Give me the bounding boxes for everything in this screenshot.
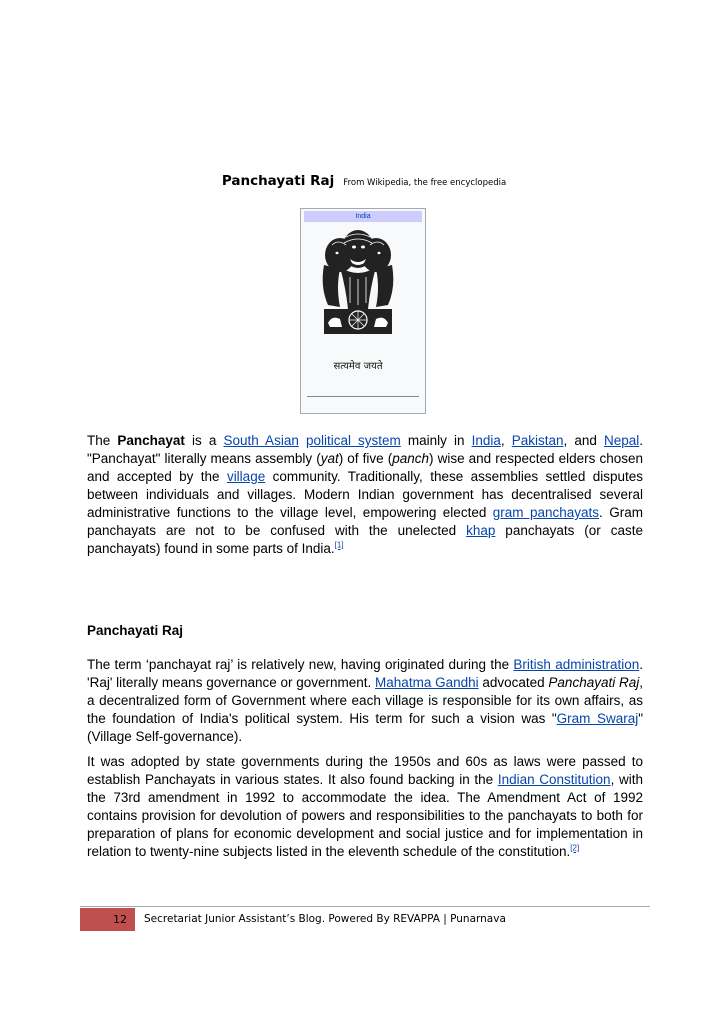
reference-link-1[interactable]: [1] bbox=[334, 540, 344, 550]
infobox-heading bbox=[304, 211, 422, 222]
link-political-system[interactable]: political system bbox=[305, 433, 401, 448]
link-british-administration[interactable]: British administration bbox=[513, 657, 640, 672]
link-gram-panchayats[interactable]: gram panchayats bbox=[492, 505, 600, 520]
emblem-of-india-image bbox=[310, 227, 406, 377]
section-heading: Panchayati Raj bbox=[87, 623, 184, 638]
link-khap[interactable]: khap bbox=[466, 523, 496, 538]
page-subtitle: From Wikipedia, the free encyclopedia bbox=[343, 178, 507, 188]
title-line bbox=[0, 170, 728, 189]
link-indian-constitution[interactable]: Indian Constitution bbox=[497, 772, 611, 787]
text-run bbox=[299, 433, 306, 448]
link-india[interactable]: India bbox=[471, 433, 501, 448]
text-run: mainly in bbox=[400, 433, 472, 448]
link-pakistan[interactable]: Pakistan bbox=[511, 433, 564, 448]
text-run: , a decentralized form of Government where each village is responsible for its own affairs, as the foundation of India's political system. His term for such a vision was " bbox=[87, 675, 643, 726]
bold-term: Panchayat bbox=[117, 433, 185, 448]
text-run: The term ‘panchayat raj’ is relatively new, having originated during the bbox=[87, 657, 514, 672]
link-village[interactable]: village bbox=[226, 469, 266, 484]
link-gram-swaraj[interactable]: Gram Swaraj bbox=[556, 711, 639, 726]
italic-term: yat bbox=[320, 451, 339, 466]
text-run: is a bbox=[184, 433, 224, 448]
link-nepal[interactable]: Nepal bbox=[603, 433, 640, 448]
reference-link-2[interactable]: [2] bbox=[570, 843, 580, 853]
text-run: " (Village Self-governance). bbox=[87, 711, 644, 744]
link-mahatma-gandhi[interactable]: Mahatma Gandhi bbox=[375, 675, 479, 690]
text-run: The bbox=[87, 433, 118, 448]
text-run: . Gram panchayats are not to be confused with the unelected bbox=[87, 505, 643, 538]
text-run: advocated bbox=[478, 675, 549, 690]
text-run: , bbox=[500, 433, 512, 448]
link-south-asian[interactable]: South Asian bbox=[223, 433, 299, 448]
footer-text: Secretariat Junior Assistant’s Blog. Powered By REVAPPA | Punarnava bbox=[144, 913, 506, 925]
text-run: , and bbox=[563, 433, 604, 448]
intro-paragraph bbox=[87, 432, 643, 558]
text-run: community. Traditionally, these assemblies settled disputes between individuals and villages. Modern Indian government has decentralised several administrative functions to the village level, empowering elected bbox=[87, 469, 644, 520]
text-run: . "Panchayat" literally means assembly ( bbox=[87, 433, 643, 466]
infobox-divider bbox=[307, 396, 419, 397]
text-run: . 'Raj' literally means governance or government. bbox=[87, 657, 644, 690]
text-run: It was adopted by state governments during the 1950s and 60s as laws were passed to establish Panchayats in various states. It also found backing in the bbox=[87, 754, 643, 787]
page-title: Panchayati Raj bbox=[221, 173, 335, 189]
text-run: ) wise and respected elders chosen and accepted by the bbox=[87, 451, 643, 484]
page-number: 12 bbox=[80, 908, 135, 931]
italic-term: Panchayati Raj bbox=[548, 675, 640, 690]
text-run: panchayats (or caste panchayats) found in some parts of India. bbox=[87, 523, 643, 556]
emblem-motto: सत्यमेव जयते bbox=[333, 361, 383, 372]
text-run: , with the 73rd amendment in 1992 to accommodate the idea. The Amendment Act of 1992 contains provision for devolution of powers and responsibilities to the panchayats to both for preparation of plans for economic development and social justice and for implementation in relation to twenty-nine subjects listed in the eleventh schedule of the constitution. bbox=[87, 772, 643, 859]
body-paragraph-3 bbox=[87, 753, 643, 861]
text-run: ) of five ( bbox=[338, 451, 393, 466]
infobox-heading-link[interactable]: India bbox=[355, 213, 371, 220]
body-paragraph-2 bbox=[87, 656, 643, 746]
italic-term: panch bbox=[392, 451, 430, 466]
page-footer bbox=[80, 906, 650, 931]
